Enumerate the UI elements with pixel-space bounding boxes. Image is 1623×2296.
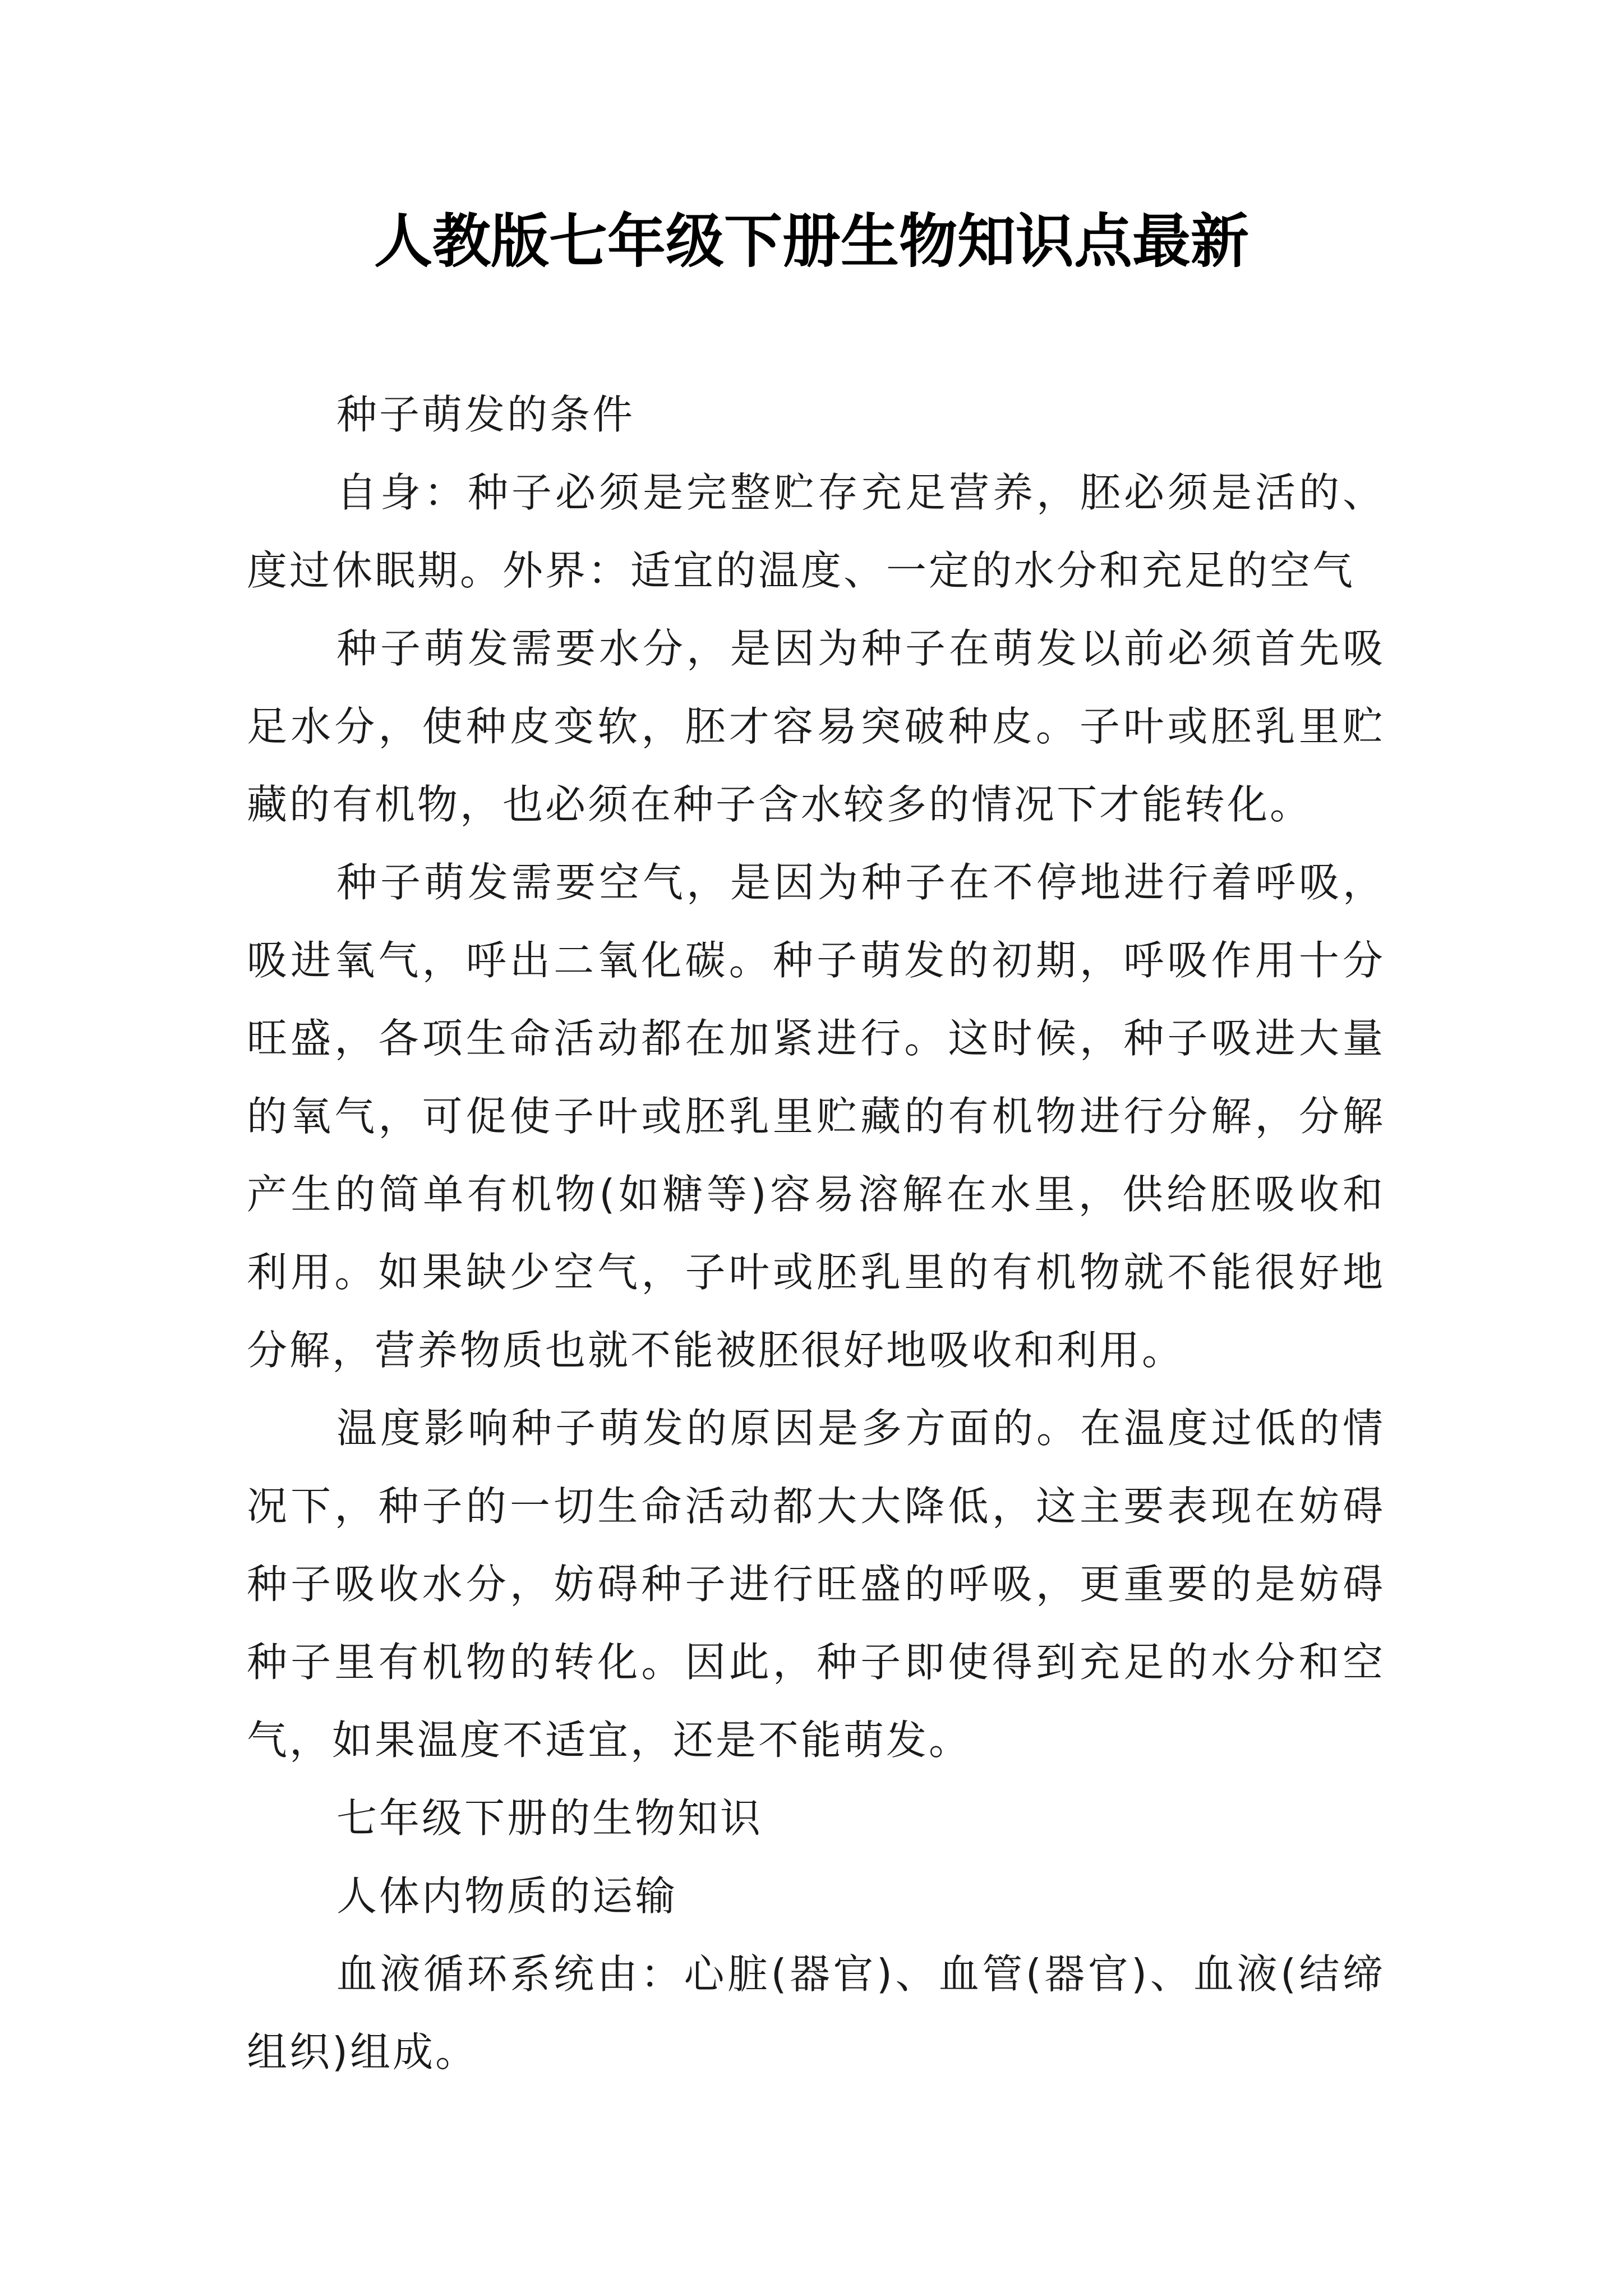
paragraph-circulatory-system: 血液循环系统由：心脏(器官)、血管(器官)、血液(结缔组织)组成。 xyxy=(247,1950,1385,2076)
paragraph-internal-external-conditions: 自身：种子必须是完整贮存充足营养，胚必须是活的、度过休眠期。外界：适宜的温度、一定的水分和充足的空气 xyxy=(247,469,1385,594)
paragraph-air-requirement: 种子萌发需要空气，是因为种子在不停地进行着呼吸，吸进氧气，呼出二氧化碳。种子萌发的初期，呼吸作用十分旺盛，各项生命活动都在加紧进行。这时候，种子吸进大量的氧气，可促使子叶或胚乳里贮藏的有机物进行分解，分解产生的简单有机物(如糖等)容易溶解在水里，供给胚吸收和利用。如果缺少空气，子叶或胚乳里的有机物就不能很好地分解，营养物质也就不能被胚很好地吸收和利用。 xyxy=(247,859,1385,1374)
paragraph-heading-material-transport: 人体内物质的运输 xyxy=(336,1872,678,1920)
document-body xyxy=(247,376,1385,2091)
paragraph-heading-grade7-biology: 七年级下册的生物知识 xyxy=(336,1795,763,1842)
paragraph-temperature-effect: 温度影响种子萌发的原因是多方面的。在温度过低的情况下，种子的一切生命活动都大大降低，这主要表现在妨碍种子吸收水分，妨碍种子进行旺盛的呼吸，更重要的是妨碍种子里有机物的转化。因此，种子即使得到充足的水分和空气，如果温度不适宜，还是不能萌发。 xyxy=(247,1405,1385,1764)
paragraph-water-requirement: 种子萌发需要水分，是因为种子在萌发以前必须首先吸足水分，使种皮变软，胚才容易突破种皮。子叶或胚乳里贮藏的有机物，也必须在种子含水较多的情况下才能转化。 xyxy=(247,625,1385,828)
paragraph-heading-seed-germination-conditions: 种子萌发的条件 xyxy=(336,391,635,438)
document-title: 人教版七年级下册生物知识点最新 xyxy=(374,206,1249,275)
